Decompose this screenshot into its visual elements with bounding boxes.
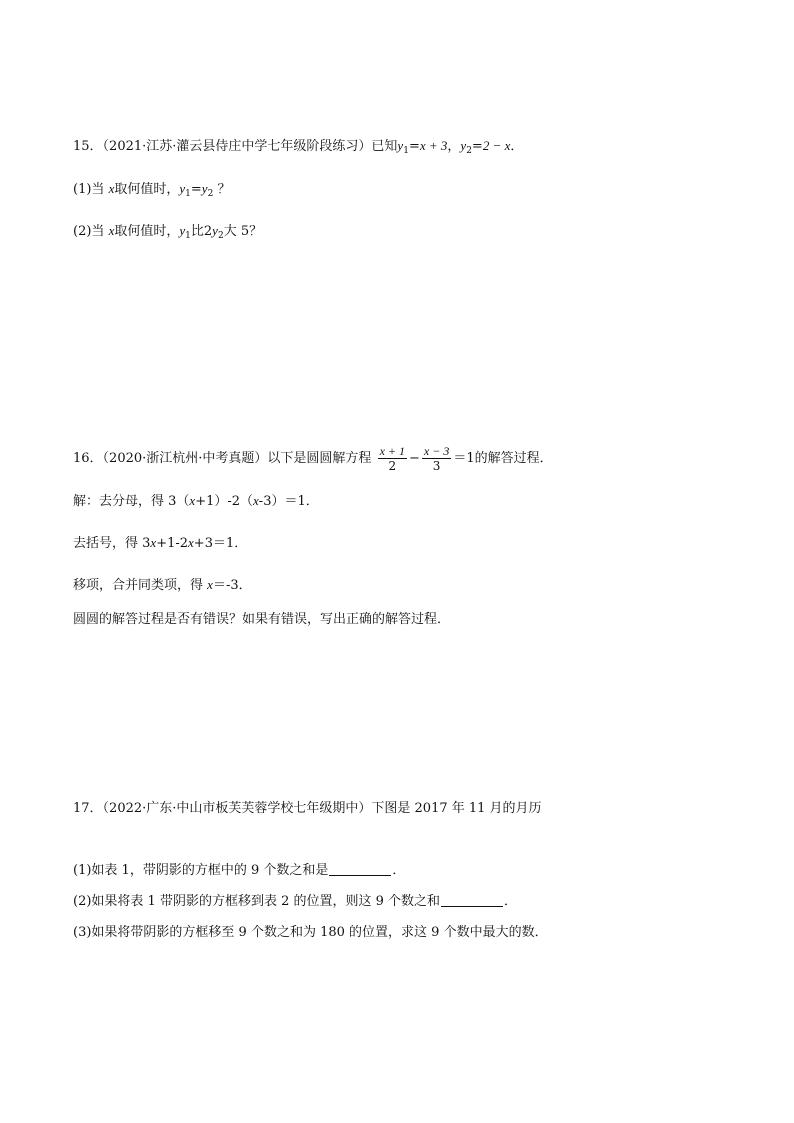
- q15-part2: (2)当 x取何值时，$y_1$比$2y_2$大 5？: [73, 223, 263, 241]
- q15-source: （2021·江苏·灌云县侍庄中学七年级阶段练习）: [102, 139, 372, 154]
- q15-stem: 15．（2021·江苏·灌云县侍庄中学七年级阶段练习）已知$y_1=x + 3$，$y_2=2 - x$．: [73, 138, 524, 156]
- q17-stem: 17．（2022·广东·中山市板芙芙蓉学校七年级期中）下图是 2017 年 11 月的月历: [73, 801, 542, 816]
- q16-number: 16．: [73, 451, 103, 466]
- q16-fraction-2: $\frac{x - 3}{3}$: [423, 444, 450, 473]
- q15-known-label: 已知: [371, 139, 398, 154]
- q16-question: 圆圆的解答过程是否有错误？如果有错误，写出正确的解答过程．: [73, 612, 451, 627]
- q16-step1: 解：去分母，得 3（x+1）-2（x-3）＝1．: [73, 493, 319, 509]
- q15-expr1: x + 3: [419, 138, 448, 153]
- q16-step2: 去括号，得 3x+1-2x+3＝1．: [73, 535, 248, 551]
- q16-source: （2020·浙江杭州·中考真题）: [102, 451, 268, 466]
- q15-part1: (1)当 x取何值时，$y_1=y_2$ ？: [73, 181, 231, 199]
- q16-step3: 移项，合并同类项，得 x＝-3．: [73, 577, 252, 593]
- q17-part2-answer-blank[interactable]: [441, 894, 503, 907]
- q16-fraction-1: $\frac{x + 1}{2}$: [379, 444, 405, 473]
- q17-number: 17．: [73, 801, 103, 816]
- q17-part1: (1)如表 1，带阴影的方框中的 9 个数之和是 ．: [73, 863, 406, 878]
- q16-stem: 16．（2020·浙江杭州·中考真题）以下是圆圆解方程 $\frac{x + 1}{2}$ − $\frac{x - 3}{3}$ ＝1的解答过程．: [73, 444, 553, 473]
- q17-part3: (3)如果将带阴影的方框移至 9 个数之和为 180 的位置，求这 9 个数中最大的数．: [73, 925, 548, 940]
- q17-part2: (2)如果将表 1 带阴影的方框移到表 2 的位置，则这 9 个数之和 ．: [73, 894, 518, 909]
- q15-number: 15．: [73, 139, 103, 154]
- q17-part1-answer-blank[interactable]: [329, 863, 391, 876]
- q15-expr2: 2 − x: [482, 138, 511, 153]
- q17-source: （2022·广东·中山市板芙芙蓉学校七年级期中）: [102, 801, 372, 816]
